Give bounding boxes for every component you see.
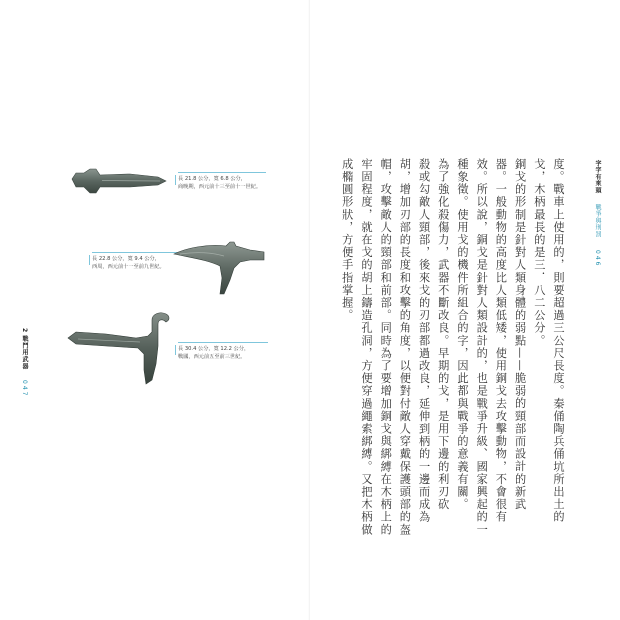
book-title: 字字有來頭 [594, 160, 601, 194]
caption-shang-period: 商晚期，西元前十三至前十一世紀。 [178, 184, 262, 190]
caption-marker [175, 175, 176, 185]
body-column: 殺或勾敵人頸部，後來戈的刃部都過改良，延伸到柄的一邊而成為 [417, 158, 431, 524]
shang-dagger-axe-image [70, 165, 170, 199]
chapter-title: 2 戰鬥用武器 [21, 328, 28, 370]
body-text [340, 158, 568, 590]
western-zhou-dagger-axe-image [172, 238, 272, 298]
caption-rule [178, 172, 266, 173]
caption-shang-dimensions: 長 21.8 公分，寬 6.8 公分， [178, 176, 246, 182]
body-column: 為了強化殺傷力，武器不斷改良。早期的戈，是用下邊的利刃砍 [436, 158, 450, 511]
caption-western-zhou [92, 252, 182, 271]
caption-warring-states [178, 342, 268, 361]
caption-marker [89, 255, 90, 265]
caption-shang [178, 172, 266, 191]
caption-marker [175, 345, 176, 355]
body-column: 效。所以說，銅戈是針對人類設計的，也是戰爭升級、國家興起的一 [475, 158, 489, 536]
caption-western-zhou-period: 西周，西元前十一至前九世紀。 [92, 264, 165, 270]
body-column: 戈，木柄最長的是三．八二公分。 [532, 158, 546, 347]
caption-warring-states-dimensions: 長 30.4 公分，寬 12.2 公分， [178, 346, 250, 352]
caption-rule [92, 252, 182, 253]
right-page [310, 0, 620, 620]
body-column: 度。戰車上使用的，則要超過三公尺長度。秦俑陶兵俑坑所出土的 [552, 158, 565, 524]
body-column: 種象徵。使用戈的機件所組合的字，因此都與戰爭的意義有關。 [455, 158, 469, 511]
page-number: 046 [594, 250, 601, 268]
caption-rule [178, 342, 268, 343]
section-title: 戰爭與刑罰 [594, 204, 601, 238]
body-column: 銅戈的形制是針對人類身體的弱點——脆弱的頸部而設計的新武 [513, 158, 527, 511]
page-number: 047 [21, 380, 28, 398]
body-column: 器。一般動物的高度比人類低矮，使用銅戈去攻擊動物，不會很有 [494, 158, 508, 524]
body-column: 胡，增加刃部的長度和攻擊的角度，以便對付敵人穿戴保護頭部的盔 [398, 158, 412, 536]
caption-warring-states-period: 戰國，西元前五至前三世紀。 [178, 354, 246, 360]
body-column: 成橢圓形狀，方便手指掌握。 [340, 158, 354, 322]
body-column: 牢固程度，就在戈的胡上鑄造孔洞，方便穿過繩索綁縛。又把木柄做 [359, 158, 373, 536]
body-column: 帽，攻擊敵人的頸部和前部。同時為了要增加銅戈與綁縛在木柄上的 [379, 158, 393, 536]
warring-states-dagger-axe-image [66, 312, 186, 392]
caption-western-zhou-dimensions: 長 22.8 公分，寬 9.4 公分， [92, 256, 160, 262]
